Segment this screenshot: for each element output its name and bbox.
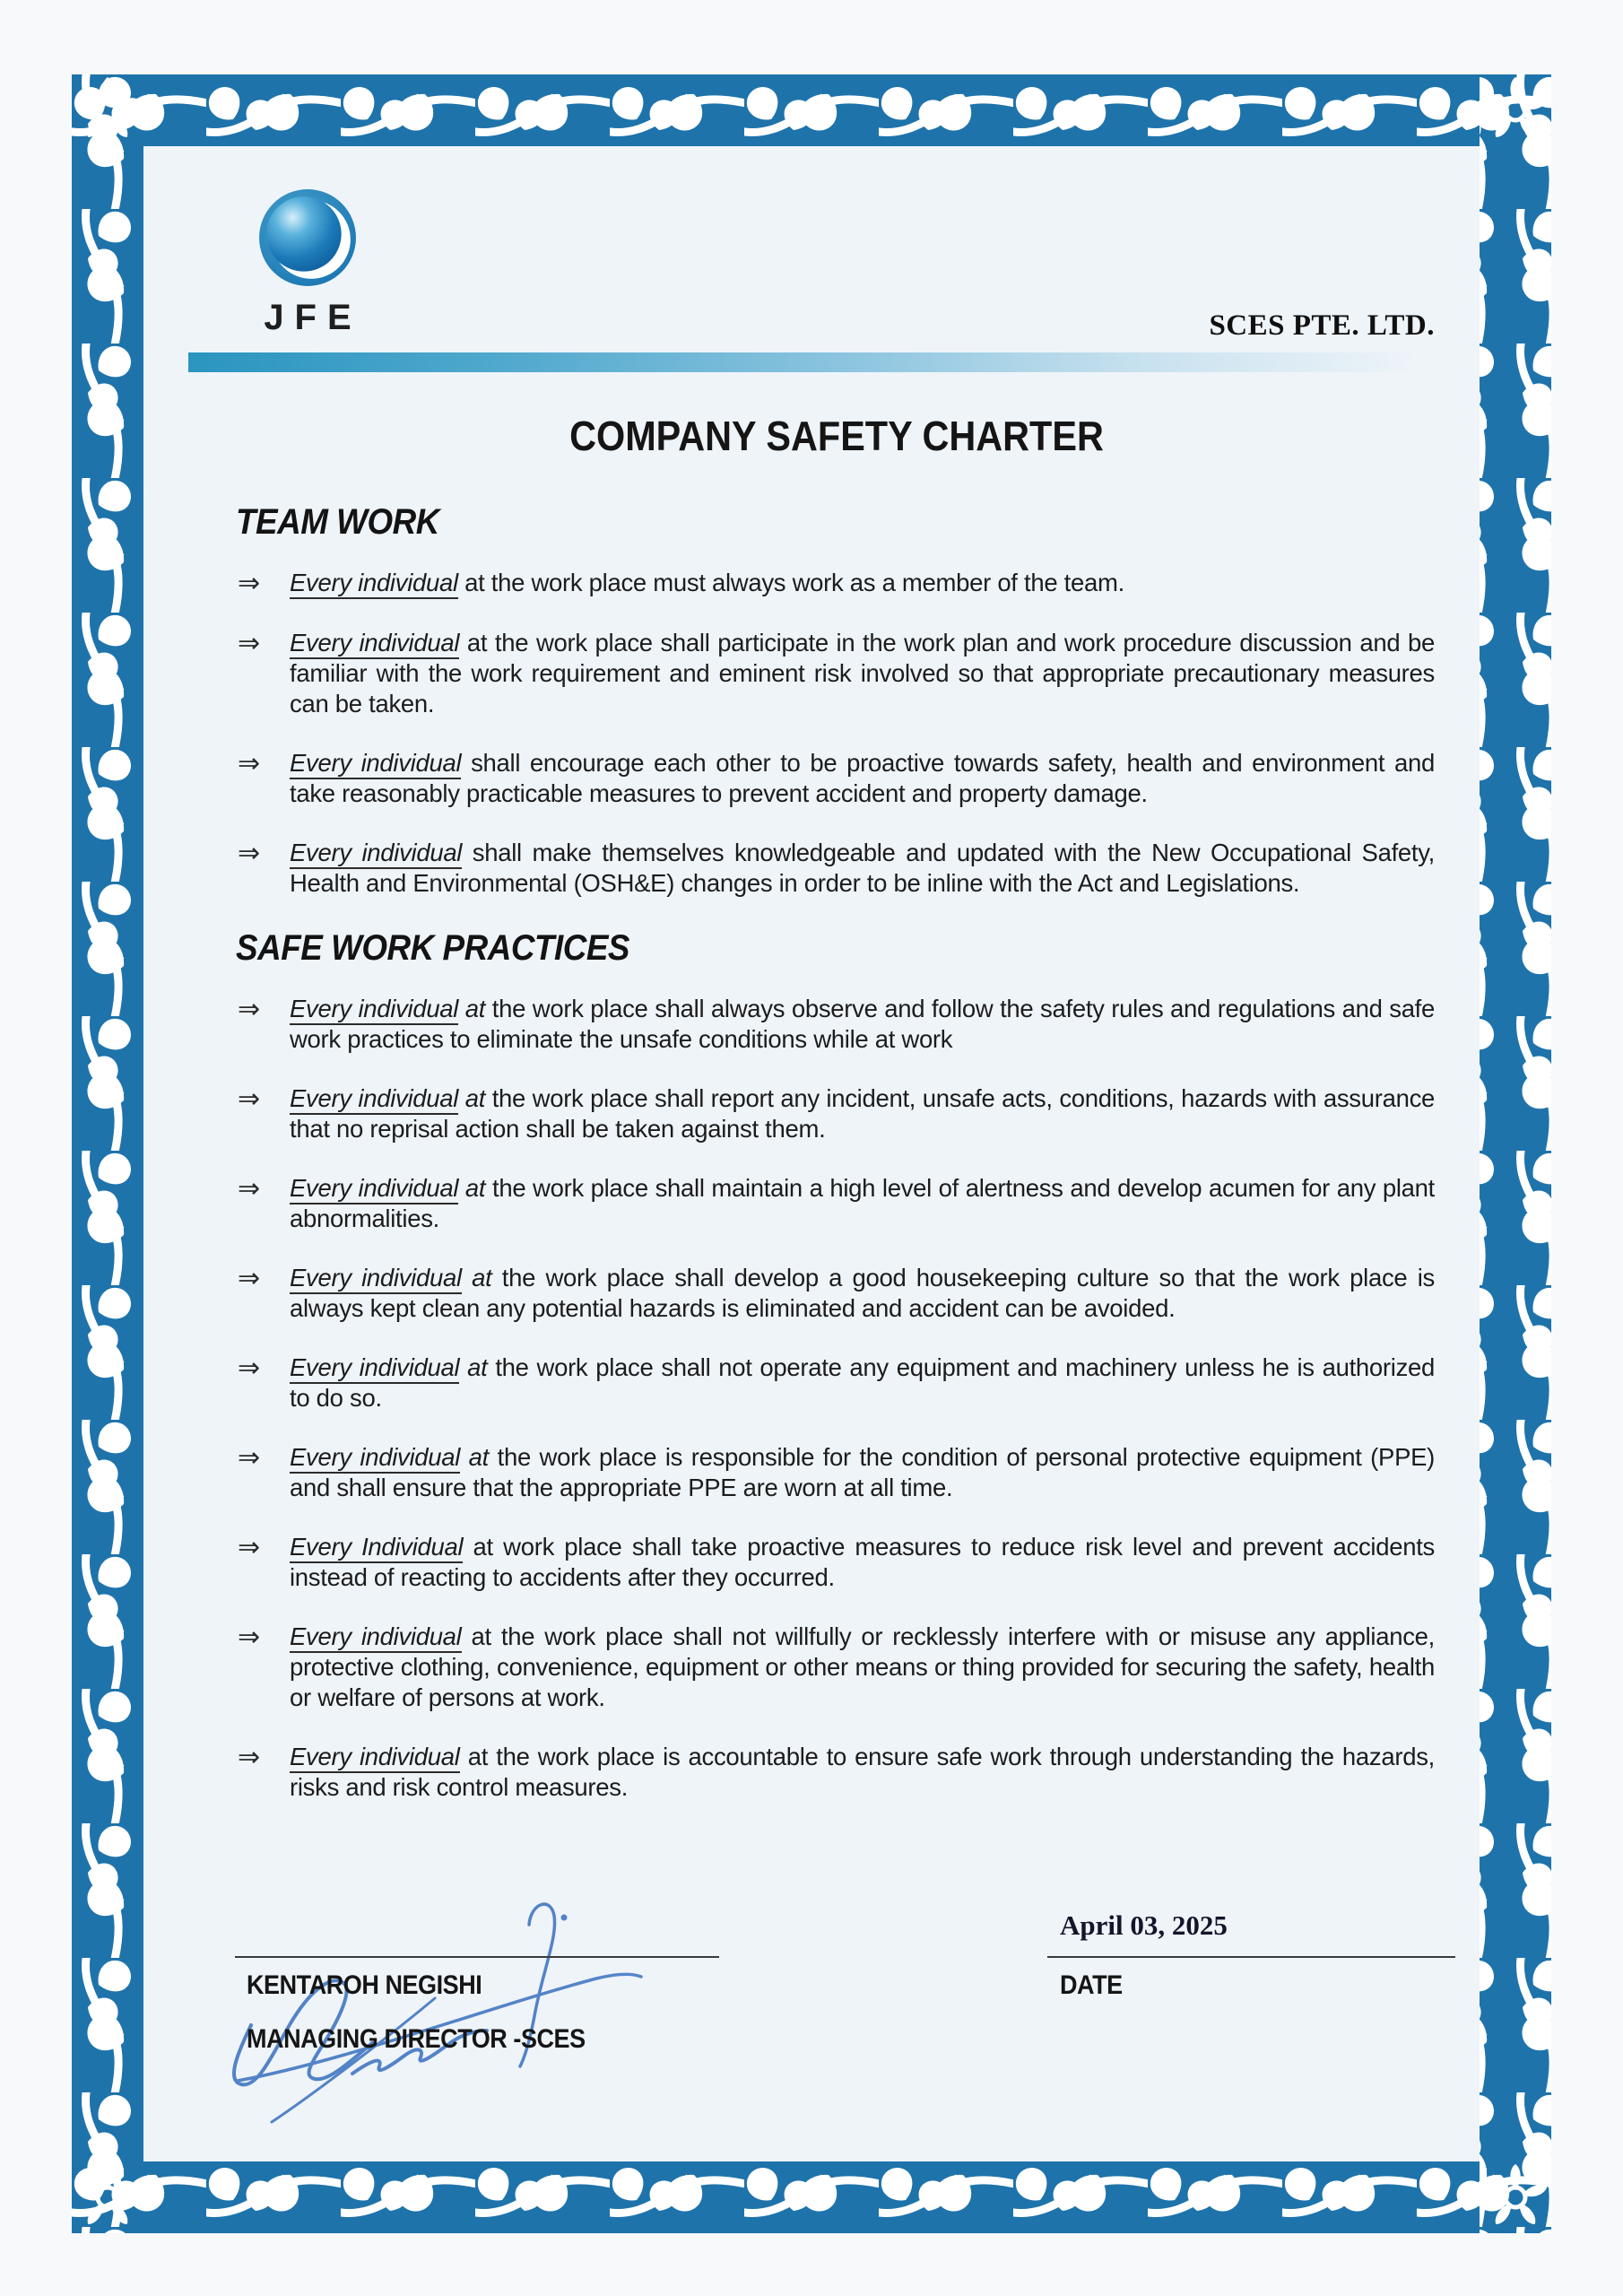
signatory-name: KENTAROH NEGISHI bbox=[247, 1970, 482, 2000]
date-value: April 03, 2025 bbox=[1060, 1909, 1228, 1941]
bullet-text: Every individual at the work place shall maintain a high level of alertness and develop acumen for any plant abnormalities. bbox=[290, 1174, 1436, 1232]
double-arrow-icon: ⇒ bbox=[238, 1533, 261, 1562]
handwritten-signature bbox=[220, 1891, 731, 2133]
bullet-text: Every individual shall encourage each other to be proactive towards safety, health and environment and take reasonably practicable measures to prevent accident and property damage. bbox=[290, 749, 1435, 807]
double-arrow-icon: ⇒ bbox=[238, 1743, 261, 1772]
company-name: SCES PTE. LTD. bbox=[1209, 309, 1435, 342]
double-arrow-icon: ⇒ bbox=[238, 749, 261, 778]
bullet-text: Every individual at the work place shall participate in the work plan and work procedure discussion and be familiar with the work requirement and eminent risk involved so that appropriate precautionary measures can be taken. bbox=[290, 629, 1436, 718]
bullet-text: Every individual at the work place must always work as a member of the team. bbox=[290, 568, 1435, 599]
bullet-item bbox=[238, 1263, 1435, 1324]
double-arrow-icon: ⇒ bbox=[238, 629, 261, 658]
double-arrow-icon: ⇒ bbox=[238, 839, 261, 868]
page-title: COMPANY SAFETY CHARTER bbox=[568, 413, 1104, 459]
double-arrow-icon: ⇒ bbox=[238, 1174, 261, 1204]
section-heading-safe-work-practices: SAFE WORK PRACTICES bbox=[236, 928, 630, 968]
bullet-text: Every individual at the work place shall not operate any equipment and machinery unless he is authorized to do so. bbox=[290, 1353, 1436, 1412]
double-arrow-icon: ⇒ bbox=[238, 569, 261, 598]
bullet-text: Every individual at the work place shall develop a good housekeeping culture so that the work place is always kept clean any potential hazards is eliminated and accident can be avoided. bbox=[290, 1264, 1436, 1322]
section-heading-team-work: TEAM WORK bbox=[236, 502, 439, 542]
date-line bbox=[1047, 1956, 1455, 1958]
bullet-item bbox=[238, 1083, 1435, 1144]
double-arrow-icon: ⇒ bbox=[238, 1622, 261, 1652]
double-arrow-icon: ⇒ bbox=[238, 1084, 261, 1114]
bullet-item bbox=[238, 838, 1435, 899]
double-arrow-icon: ⇒ bbox=[238, 995, 261, 1024]
jfe-sphere-icon bbox=[257, 187, 358, 288]
bullet-item bbox=[238, 994, 1435, 1055]
document-body bbox=[143, 146, 1480, 2161]
bullet-item bbox=[238, 1742, 1435, 1803]
decorative-border-frame bbox=[72, 74, 1551, 2233]
bullet-item bbox=[238, 1352, 1435, 1413]
double-arrow-icon: ⇒ bbox=[238, 1264, 261, 1293]
double-arrow-icon: ⇒ bbox=[238, 1353, 261, 1383]
bullet-item bbox=[238, 1173, 1435, 1234]
bullet-item bbox=[238, 1442, 1435, 1503]
charter-content bbox=[238, 412, 1435, 1831]
bullet-text: Every individual at the work place is accountable to ensure safe work through understanding the hazards, risks and risk control measures. bbox=[290, 1743, 1435, 1801]
double-arrow-icon: ⇒ bbox=[238, 1443, 261, 1473]
bullet-text: Every individual shall make themselves knowledgeable and updated with the New Occupational Safety, Health and Environmental (OSH&E) changes in order to be inline with the Act and Legislations. bbox=[290, 839, 1435, 897]
header-gradient-bar bbox=[188, 352, 1420, 372]
jfe-logo-text: JFE bbox=[264, 298, 362, 337]
date-label: DATE bbox=[1060, 1970, 1123, 2000]
bullet-item bbox=[238, 568, 1435, 599]
bullet-item bbox=[238, 628, 1435, 719]
bullet-item bbox=[238, 1532, 1435, 1593]
bullet-text: Every individual at the work place shall report any incident, unsafe acts, conditions, hazards with assurance that no reprisal action shall be taken against them. bbox=[290, 1084, 1436, 1143]
bullet-text: Every individual at the work place is responsible for the condition of personal protective equipment (PPE) and shall ensure that the appropriate PPE are worn at all time. bbox=[290, 1443, 1436, 1501]
bullet-text: Every Individual at work place shall take proactive measures to reduce risk level and prevent accidents instead of reacting to accidents after they occurred. bbox=[290, 1533, 1435, 1591]
jfe-logo bbox=[249, 187, 366, 338]
signatory-role: MANAGING DIRECTOR -SCES bbox=[247, 2024, 586, 2054]
bullet-item bbox=[238, 1622, 1435, 1713]
bullet-text: Every individual at the work place shall always observe and follow the safety rules and regulations and safe work practices to eliminate the unsafe conditions while at work bbox=[290, 995, 1436, 1053]
bullet-text: Every individual at the work place shall not willfully or recklessly interfere with or misuse any appliance, protective clothing, convenience, equipment or other means or thing provided for securing the safety, health or welfare of persons at work. bbox=[290, 1622, 1436, 1711]
bullet-item bbox=[238, 748, 1435, 809]
signature-line bbox=[235, 1956, 719, 1958]
